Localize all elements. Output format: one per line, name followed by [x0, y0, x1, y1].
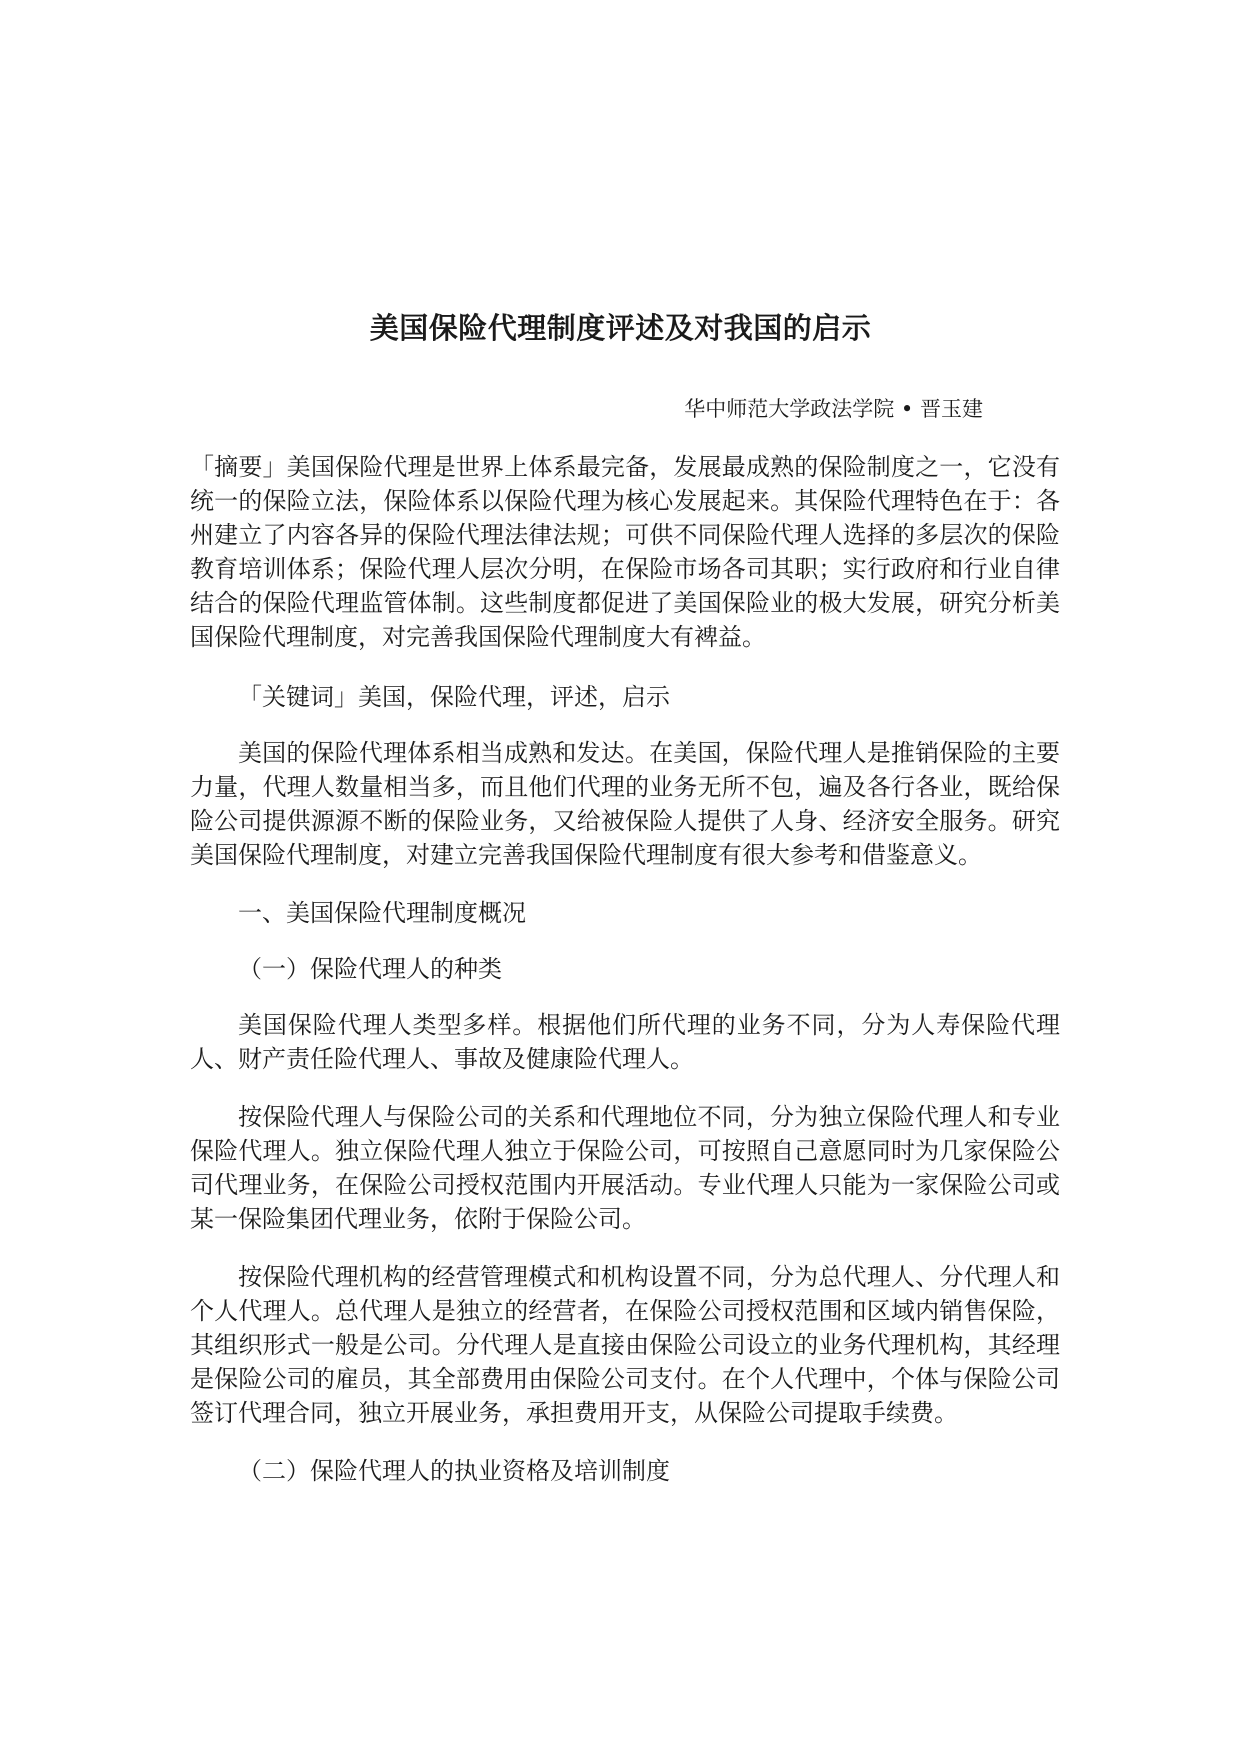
author-line: 华中师范大学政法学院 • 晋玉建 — [684, 397, 983, 421]
subsection-heading: （一）保险代理人的种类 — [238, 955, 502, 983]
document-title: 美国保险代理制度评述及对我国的启示 — [369, 311, 872, 345]
document-body — [190, 450, 1060, 1510]
section-heading: 一、美国保险代理制度概况 — [238, 899, 526, 927]
subsection-heading: （二）保险代理人的执业资格及培训制度 — [238, 1457, 670, 1485]
keywords-line: 「关键词」美国，保险代理，评述，启示 — [238, 683, 670, 711]
body-paragraph: 按保险代理机构的经营管理模式和机构设置不同，分为总代理人、分代理人和个人代理人。总代理人是独立的经营者，在保险公司授权范围和区域内销售保险，其组织形式一般是公司。分代理人是直接由保险公司设立的业务代理机构，其经理是保险公司的雇员，其全部费用由保险公司支付。在个人代理中，个体与保险公司签订代理合同，独立开展业务，承担费用开支，从保险公司提取手续费。 — [190, 1263, 1060, 1427]
intro-paragraph: 美国的保险代理体系相当成熟和发达。在美国，保险代理人是推销保险的主要力量，代理人数量相当多，而且他们代理的业务无所不包，遍及各行各业，既给保险公司提供源源不断的保险业务，又给被保险人提供了人身、经济安全服务。研究美国保险代理制度，对建立完善我国保险代理制度有很大参考和借鉴意义。 — [190, 739, 1060, 869]
body-paragraph: 按保险代理人与保险公司的关系和代理地位不同，分为独立保险代理人和专业保险代理人。独立保险代理人独立于保险公司，可按照自己意愿同时为几家保险公司代理业务，在保险公司授权范围内开展活动。专业代理人只能为一家保险公司或某一保险集团代理业务，依附于保险公司。 — [190, 1103, 1060, 1233]
body-paragraph: 美国保险代理人类型多样。根据他们所代理的业务不同，分为人寿保险代理人、财产责任险代理人、事故及健康险代理人。 — [190, 1011, 1060, 1073]
abstract-paragraph: 「摘要」美国保险代理是世界上体系最完备，发展最成熟的保险制度之一，它没有统一的保险立法，保险体系以保险代理为核心发展起来。其保险代理特色在于：各州建立了内容各异的保险代理法律法规；可供不同保险代理人选择的多层次的保险教育培训体系；保险代理人层次分明，在保险市场各司其职；实行政府和行业自律结合的保险代理监管体制。这些制度都促进了美国保险业的极大发展，研究分析美国保险代理制度，对完善我国保险代理制度大有裨益。 — [190, 453, 1060, 651]
